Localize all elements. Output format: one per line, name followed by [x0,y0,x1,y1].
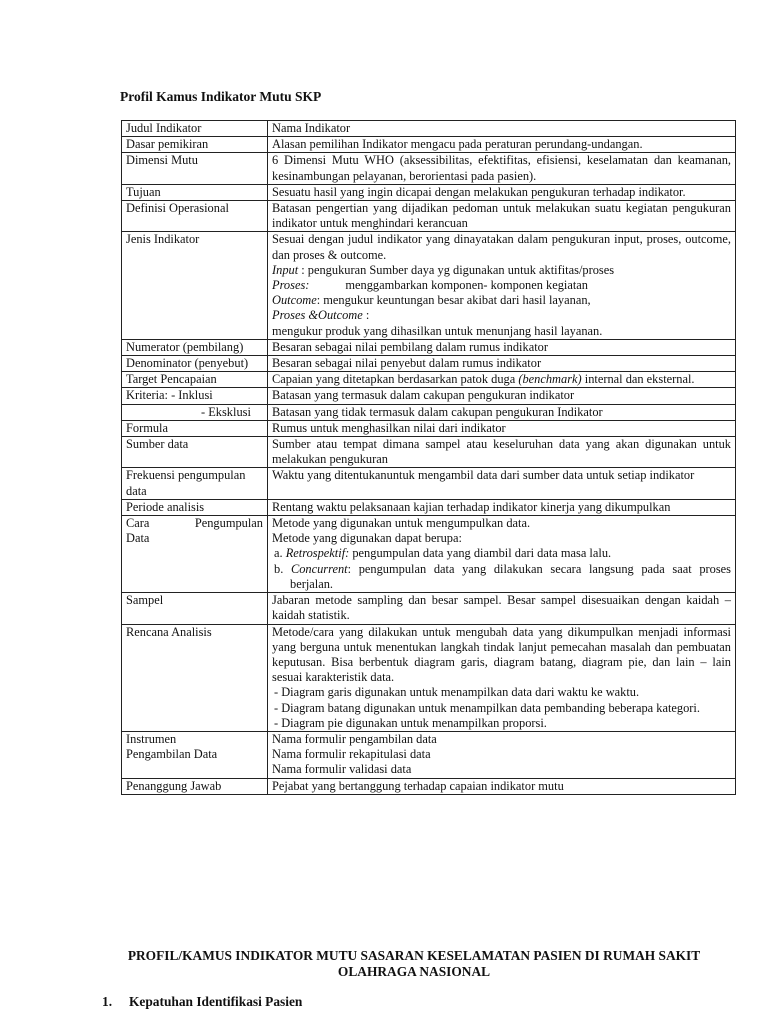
row-value: Rumus untuk menghasilkan nilai dari indikator [268,420,736,436]
row-label: Definisi Operasional [122,201,268,232]
table-row-kriteria-inklusi [122,388,736,404]
row-label: Tujuan [122,184,268,200]
row-value: Batasan yang tidak termasuk dalam cakupan pengukuran Indikator [268,404,736,420]
list-item: - Diagram garis digunakan untuk menampilkan data dari waktu ke waktu. [274,685,640,700]
outcome-text: : mengukur keuntungan besar akibat dari hasil layanan, [316,293,591,308]
table-row [122,184,736,200]
row-value: Besaran sebagai nilai penyebut dalam rumus indikator [268,356,736,372]
table-row-cara-pengumpulan [122,516,736,593]
input-text: : pengukuran Sumber daya yg digunakan untuk aktifitas/proses [298,262,615,277]
row-label [122,404,268,420]
row-label [122,516,268,593]
table-row [122,153,736,184]
row-label: Jenis Indikator [122,232,268,339]
term-outcome: Outcome [272,293,317,308]
row-value: Besaran sebagai nilai pembilang dalam rumus indikator [268,339,736,355]
list-item: - Diagram batang digunakan untuk menampilkan data pembanding beberapa kategori. [274,700,700,715]
proses-text: menggambarkan komponen- komponen kegiatan [345,278,588,293]
table-row [122,356,736,372]
row-value: Rentang waktu pelaksanaan kajian terhadap indikator kinerja yang dikumpulkan [268,499,736,515]
section-number: 1. [102,994,113,1009]
row-label: Penanggung Jawab [122,778,268,794]
table-row-instrumen [122,731,736,778]
row-value: Batasan yang termasuk dalam cakupan pengukuran indikator [268,388,736,404]
row-label: Numerator (pembilang) [122,339,268,355]
instrumen-label-a: Instrumen [126,731,177,746]
item-mark: b. [274,561,284,576]
cara-label-a: Cara [126,516,150,531]
cara-item-b [272,562,731,592]
row-value: 6 Dimensi Mutu WHO (aksessibilitas, efektifitas, efisiensi, keselamatan dan keamanan, kesinambungan pelayanan, berorientasi pada pasien). [268,153,736,184]
list-item: Nama formulir pengambilan data [272,731,437,746]
table-row-jenis-indikator [122,232,736,339]
jenis-input [272,263,731,278]
kamus-indikator-table [121,120,736,795]
row-label: Dasar pemikiran [122,137,268,153]
table-row [122,420,736,436]
item-text: : pengumpulan data yang dilakukan secara langsung pada saat proses berjalan. [290,561,731,591]
cara-label-b: Pengumpulan [194,516,263,531]
row-value [268,516,736,593]
table-row-sampel [122,593,736,624]
row-value [268,232,736,339]
term-concurrent: Concurrent [290,561,348,576]
target-text-before: Capaian yang ditetapkan berdasarkan patok duga [272,372,519,387]
cara-item-a [272,546,731,561]
table-row-rencana-analisis [122,624,736,731]
row-label: Periode analisis [122,499,268,515]
row-value: Alasan pemilihan Indikator mengacu pada peraturan perundang-undangan. [268,137,736,153]
cara-line-2: Metode yang digunakan dapat berupa: [272,531,462,546]
row-label: Frekuensi pengumpulan data [122,468,268,499]
section-item-1 [102,994,302,1010]
table-row [122,339,736,355]
row-value: Waktu yang ditentukanuntuk mengambil data dari sumber data untuk setiap indikator [268,468,736,499]
row-value [268,731,736,778]
row-value [268,624,736,731]
instrumen-label-b: Pengambilan Data [126,747,218,762]
row-label: Target Pencapaian [122,372,268,388]
jenis-intro: Sesuai dengan judul indikator yang dinayatakan dalam pengukuran input, proses, outcome, dan proses & outcome. [272,232,731,262]
jenis-outcome [272,293,731,308]
list-item: Nama formulir validasi data [272,762,412,777]
row-value: Sumber atau tempat dimana sampel atau keseluruhan data yang akan digunakan untuk melakukan pengukuran [268,437,736,468]
row-label: Denominator (penyebut) [122,356,268,372]
term-proses: Proses: [272,278,310,293]
document-title: Profil Kamus Indikator Mutu SKP [120,89,322,104]
table-row [122,137,736,153]
term-benchmark: (benchmark) [518,372,582,387]
row-value: Sesuatu hasil yang ingin dicapai dengan melakukan pengukuran terhadap indikator. [268,184,736,200]
row-label: Dimensi Mutu [122,153,268,184]
row-label [122,731,268,778]
section-title: Kepatuhan Identifikasi Pasien [129,994,303,1009]
row-value [268,372,736,388]
table-row [122,468,736,499]
cara-line-1: Metode yang digunakan untuk mengumpulkan data. [272,516,531,531]
jenis-proses [272,278,731,293]
table-row-kriteria-eksklusi [122,404,736,420]
table-row [122,437,736,468]
item-mark: a. [274,546,283,561]
table-row-target [122,372,736,388]
row-label: Sampel [122,593,268,624]
row-value: Pejabat yang bertanggung terhadap capaian indikator mutu [268,778,736,794]
row-label: Formula [122,420,268,436]
target-text-after: internal dan eksternal. [581,372,695,387]
row-value: Jabaran metode sampling dan besar sampel. Besar sampel disesuaikan dengan kaidah – kaidah statistik. [268,593,736,624]
jenis-po-text: mengukur produk yang dihasilkan untuk menunjang hasil layanan. [272,323,603,338]
row-label: Kriteria: - Inklusi [122,388,268,404]
term-input: Input [272,262,299,277]
list-item: Nama formulir rekapitulasi data [272,747,431,762]
jenis-proses-outcome [272,308,731,323]
eksklusi-label: - Eksklusi [201,404,251,419]
section-heading: PROFIL/KAMUS INDIKATOR MUTU SASARAN KESELAMATAN PASIEN DI RUMAH SAKIT OLAHRAGA NASIONAL [127,948,701,979]
term-proses-outcome: Proses &Outcome [272,308,363,323]
item-text: pengumpulan data yang diambil dari data masa lalu. [349,546,612,561]
row-label: Rencana Analisis [122,624,268,731]
rencana-intro: Metode/cara yang dilakukan untuk mengubah data yang dikumpulkan menjadi informasi yang berguna untuk menentukan langkah tindak lanjut pemecahan masalah dan pembuatan keputusan. Bisa berbentuk diagram garis, diagram batang, diagram pie, dan lain – lain sesuai karakteristik data. [272,624,731,685]
cara-label-c: Data [126,531,150,546]
table-row [122,201,736,232]
table-row-penanggung-jawab [122,778,736,794]
table-row [122,499,736,515]
list-item: - Diagram pie digunakan untuk menampilkan proporsi. [274,715,547,730]
term-retrospektif: Retrospektif: [285,546,350,561]
row-label: Sumber data [122,437,268,468]
table-row [122,121,736,137]
po-colon: : [362,308,370,323]
row-value: Nama Indikator [268,121,736,137]
row-value: Batasan pengertian yang dijadikan pedoman untuk melakukan suatu kegiatan pengukuran indikator untuk menghindari kerancuan [268,201,736,232]
row-label: Judul Indikator [122,121,268,137]
